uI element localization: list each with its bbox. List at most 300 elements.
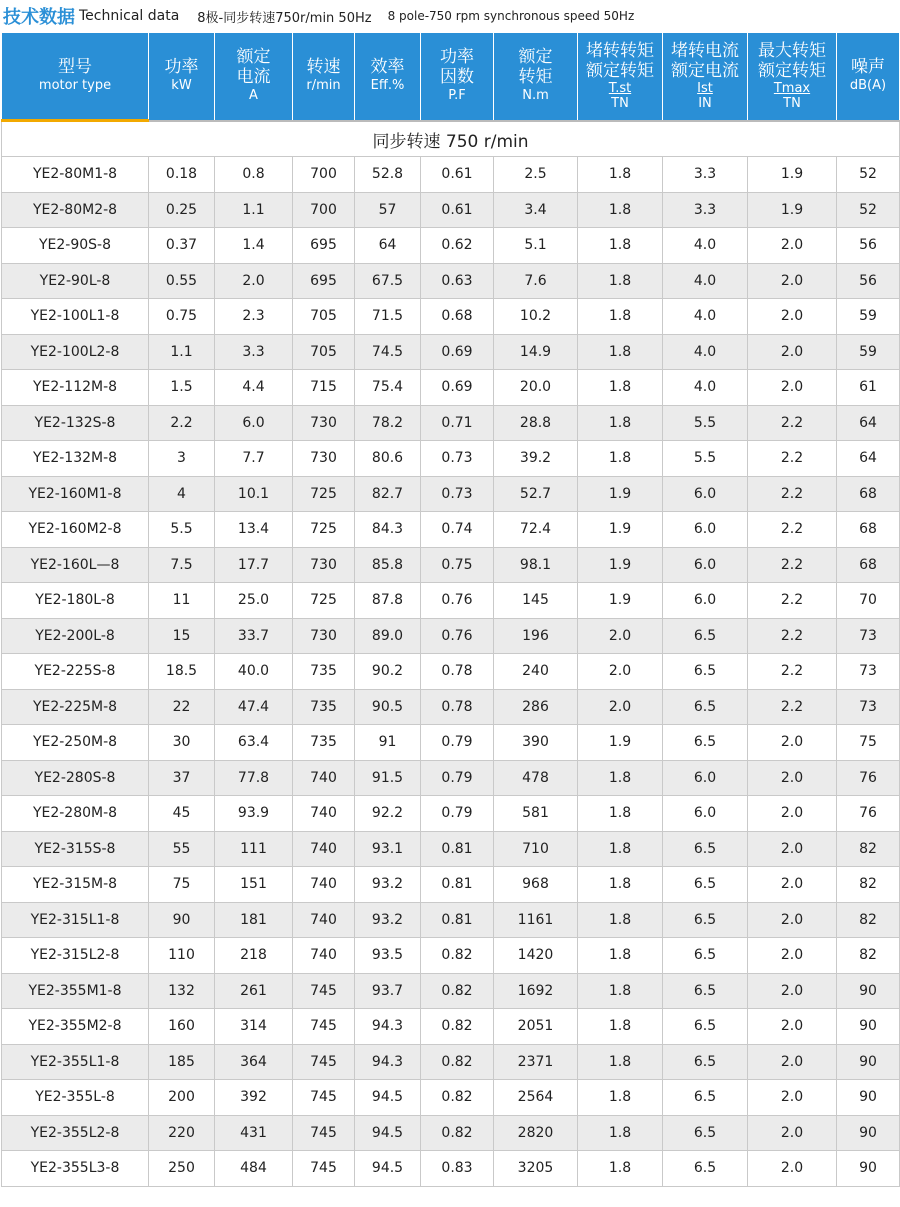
- cell-efficiency: 64: [355, 228, 421, 264]
- cell-locked-current-ratio: 6.5: [663, 1044, 748, 1080]
- cell-locked-current-ratio: 5.5: [663, 405, 748, 441]
- cell-noise: 68: [837, 476, 900, 512]
- cell-locked-current-ratio: 3.3: [663, 192, 748, 228]
- cell-model: YE2-180L-8: [2, 583, 149, 619]
- cell-locked-current-ratio: 4.0: [663, 370, 748, 406]
- cell-power-factor: 0.82: [421, 1115, 494, 1151]
- cell-noise: 64: [837, 405, 900, 441]
- cell-efficiency: 91: [355, 725, 421, 761]
- cell-model: YE2-80M1-8: [2, 157, 149, 193]
- cell-locked-current-ratio: 6.5: [663, 831, 748, 867]
- cell-efficiency: 91.5: [355, 760, 421, 796]
- cell-model: YE2-90S-8: [2, 228, 149, 264]
- cell-power: 110: [149, 938, 215, 974]
- cell-efficiency: 67.5: [355, 263, 421, 299]
- cell-current: 93.9: [215, 796, 293, 832]
- cell-efficiency: 52.8: [355, 157, 421, 193]
- subtitle-en: 8 pole-750 rpm synchronous speed 50Hz: [387, 9, 635, 23]
- cell-torque: 14.9: [494, 334, 578, 370]
- table-row: [2, 831, 900, 867]
- cell-current: 33.7: [215, 618, 293, 654]
- cell-current: 10.1: [215, 476, 293, 512]
- cell-speed: 705: [293, 334, 355, 370]
- cell-locked-torque-ratio: 1.8: [578, 867, 663, 903]
- cell-locked-current-ratio: 6.5: [663, 618, 748, 654]
- cell-efficiency: 78.2: [355, 405, 421, 441]
- cell-speed: 740: [293, 938, 355, 974]
- table-row: [2, 1009, 900, 1045]
- cell-locked-current-ratio: 6.0: [663, 583, 748, 619]
- cell-current: 111: [215, 831, 293, 867]
- table-row: [2, 654, 900, 690]
- cell-noise: 76: [837, 796, 900, 832]
- cell-torque: 581: [494, 796, 578, 832]
- cell-max-torque-ratio: 2.2: [748, 476, 837, 512]
- cell-locked-torque-ratio: 1.8: [578, 831, 663, 867]
- cell-current: 7.7: [215, 441, 293, 477]
- cell-locked-current-ratio: 4.0: [663, 299, 748, 335]
- cell-locked-current-ratio: 4.0: [663, 228, 748, 264]
- cell-locked-torque-ratio: 1.8: [578, 299, 663, 335]
- cell-current: 77.8: [215, 760, 293, 796]
- cell-power-factor: 0.83: [421, 1151, 494, 1187]
- col-header-efficiency: 效率 Eff.%: [355, 33, 421, 121]
- col-header-noise: 噪声 dB(A): [837, 33, 900, 121]
- cell-efficiency: 71.5: [355, 299, 421, 335]
- cell-max-torque-ratio: 2.0: [748, 1151, 837, 1187]
- col-header-locked-current-ratio: 堵转电流额定电流 $\frac{\text{Ist}}{IN}$: [663, 33, 748, 121]
- cell-speed: 745: [293, 1151, 355, 1187]
- cell-efficiency: 85.8: [355, 547, 421, 583]
- cell-noise: 90: [837, 1009, 900, 1045]
- table-row: [2, 796, 900, 832]
- cell-power: 185: [149, 1044, 215, 1080]
- cell-model: YE2-100L1-8: [2, 299, 149, 335]
- cell-locked-torque-ratio: 1.9: [578, 547, 663, 583]
- cell-locked-torque-ratio: 1.8: [578, 1044, 663, 1080]
- cell-speed: 735: [293, 654, 355, 690]
- table-row: [2, 157, 900, 193]
- table-row: [2, 299, 900, 335]
- cell-power: 4: [149, 476, 215, 512]
- table-row: [2, 370, 900, 406]
- cell-power: 15: [149, 618, 215, 654]
- cell-torque: 3.4: [494, 192, 578, 228]
- table-row: [2, 1080, 900, 1116]
- cell-max-torque-ratio: 2.2: [748, 441, 837, 477]
- cell-speed: 730: [293, 618, 355, 654]
- table-row: [2, 228, 900, 264]
- cell-power: 30: [149, 725, 215, 761]
- cell-model: YE2-355M2-8: [2, 1009, 149, 1045]
- cell-torque: 286: [494, 689, 578, 725]
- cell-model: YE2-250M-8: [2, 725, 149, 761]
- cell-torque: 28.8: [494, 405, 578, 441]
- cell-model: YE2-355L1-8: [2, 1044, 149, 1080]
- cell-torque: 390: [494, 725, 578, 761]
- cell-locked-torque-ratio: 1.8: [578, 1151, 663, 1187]
- cell-locked-torque-ratio: 1.8: [578, 1009, 663, 1045]
- cell-power-factor: 0.82: [421, 938, 494, 974]
- cell-model: YE2-132M-8: [2, 441, 149, 477]
- cell-max-torque-ratio: 2.2: [748, 689, 837, 725]
- cell-max-torque-ratio: 2.0: [748, 867, 837, 903]
- cell-max-torque-ratio: 2.2: [748, 583, 837, 619]
- cell-locked-torque-ratio: 1.9: [578, 476, 663, 512]
- cell-efficiency: 94.5: [355, 1080, 421, 1116]
- table-row: [2, 760, 900, 796]
- cell-torque: 2371: [494, 1044, 578, 1080]
- cell-power: 0.18: [149, 157, 215, 193]
- cell-model: YE2-112M-8: [2, 370, 149, 406]
- cell-noise: 70: [837, 583, 900, 619]
- cell-current: 1.1: [215, 192, 293, 228]
- cell-locked-current-ratio: 5.5: [663, 441, 748, 477]
- cell-locked-torque-ratio: 1.8: [578, 334, 663, 370]
- cell-power: 0.37: [149, 228, 215, 264]
- cell-max-torque-ratio: 2.0: [748, 299, 837, 335]
- cell-max-torque-ratio: 2.0: [748, 1080, 837, 1116]
- cell-speed: 695: [293, 228, 355, 264]
- cell-power-factor: 0.79: [421, 760, 494, 796]
- cell-noise: 52: [837, 192, 900, 228]
- cell-efficiency: 90.5: [355, 689, 421, 725]
- cell-torque: 72.4: [494, 512, 578, 548]
- cell-power-factor: 0.69: [421, 370, 494, 406]
- table-row: [2, 1115, 900, 1151]
- cell-locked-current-ratio: 6.5: [663, 1080, 748, 1116]
- cell-locked-current-ratio: 6.0: [663, 512, 748, 548]
- cell-current: 25.0: [215, 583, 293, 619]
- cell-efficiency: 94.3: [355, 1009, 421, 1045]
- cell-locked-current-ratio: 6.5: [663, 867, 748, 903]
- table-row: [2, 441, 900, 477]
- cell-current: 314: [215, 1009, 293, 1045]
- cell-max-torque-ratio: 2.0: [748, 725, 837, 761]
- cell-model: YE2-225M-8: [2, 689, 149, 725]
- cell-efficiency: 82.7: [355, 476, 421, 512]
- cell-efficiency: 84.3: [355, 512, 421, 548]
- cell-current: 181: [215, 902, 293, 938]
- cell-speed: 745: [293, 973, 355, 1009]
- cell-speed: 740: [293, 902, 355, 938]
- cell-locked-torque-ratio: 1.8: [578, 263, 663, 299]
- cell-power: 250: [149, 1151, 215, 1187]
- cell-speed: 745: [293, 1080, 355, 1116]
- cell-torque: 52.7: [494, 476, 578, 512]
- cell-power-factor: 0.81: [421, 867, 494, 903]
- col-header-speed: 转速 r/min: [293, 33, 355, 121]
- cell-current: 2.0: [215, 263, 293, 299]
- cell-noise: 76: [837, 760, 900, 796]
- cell-locked-torque-ratio: 1.8: [578, 370, 663, 406]
- cell-model: YE2-280S-8: [2, 760, 149, 796]
- cell-power: 132: [149, 973, 215, 1009]
- cell-locked-current-ratio: 3.3: [663, 157, 748, 193]
- cell-locked-torque-ratio: 1.8: [578, 796, 663, 832]
- table-row: [2, 334, 900, 370]
- cell-power-factor: 0.73: [421, 441, 494, 477]
- cell-speed: 740: [293, 796, 355, 832]
- cell-power: 0.55: [149, 263, 215, 299]
- cell-max-torque-ratio: 2.0: [748, 973, 837, 1009]
- cell-efficiency: 92.2: [355, 796, 421, 832]
- cell-power-factor: 0.78: [421, 654, 494, 690]
- cell-torque: 2051: [494, 1009, 578, 1045]
- cell-max-torque-ratio: 2.2: [748, 405, 837, 441]
- cell-noise: 90: [837, 973, 900, 1009]
- cell-power: 0.75: [149, 299, 215, 335]
- col-header-torque: 额定转矩 N.m: [494, 33, 578, 121]
- cell-noise: 75: [837, 725, 900, 761]
- cell-power-factor: 0.78: [421, 689, 494, 725]
- cell-speed: 700: [293, 192, 355, 228]
- header-row: [2, 33, 900, 121]
- cell-power-factor: 0.76: [421, 618, 494, 654]
- cell-locked-current-ratio: 6.5: [663, 1151, 748, 1187]
- cell-power: 1.5: [149, 370, 215, 406]
- cell-current: 17.7: [215, 547, 293, 583]
- cell-efficiency: 80.6: [355, 441, 421, 477]
- cell-power-factor: 0.82: [421, 1080, 494, 1116]
- cell-speed: 725: [293, 476, 355, 512]
- cell-locked-current-ratio: 4.0: [663, 334, 748, 370]
- cell-power-factor: 0.75: [421, 547, 494, 583]
- col-header-locked-torque-ratio: 堵转转矩额定转矩 $\frac{T.st}{TN}$: [578, 33, 663, 121]
- cell-current: 13.4: [215, 512, 293, 548]
- cell-model: YE2-80M2-8: [2, 192, 149, 228]
- cell-locked-torque-ratio: 2.0: [578, 654, 663, 690]
- cell-efficiency: 75.4: [355, 370, 421, 406]
- cell-torque: 39.2: [494, 441, 578, 477]
- cell-model: YE2-315L2-8: [2, 938, 149, 974]
- cell-current: 392: [215, 1080, 293, 1116]
- cell-max-torque-ratio: 2.0: [748, 796, 837, 832]
- cell-locked-torque-ratio: 1.8: [578, 1115, 663, 1151]
- cell-locked-current-ratio: 6.5: [663, 1009, 748, 1045]
- cell-power: 7.5: [149, 547, 215, 583]
- cell-locked-torque-ratio: 1.8: [578, 760, 663, 796]
- cell-model: YE2-355M1-8: [2, 973, 149, 1009]
- cell-power-factor: 0.82: [421, 1044, 494, 1080]
- section-label: 同步转速 750 r/min: [2, 121, 900, 157]
- cell-locked-torque-ratio: 1.8: [578, 405, 663, 441]
- cell-efficiency: 89.0: [355, 618, 421, 654]
- cell-noise: 56: [837, 228, 900, 264]
- cell-torque: 20.0: [494, 370, 578, 406]
- table-row: [2, 902, 900, 938]
- cell-power-factor: 0.71: [421, 405, 494, 441]
- cell-power: 37: [149, 760, 215, 796]
- cell-model: YE2-355L2-8: [2, 1115, 149, 1151]
- cell-current: 4.4: [215, 370, 293, 406]
- cell-noise: 90: [837, 1044, 900, 1080]
- cell-model: YE2-160M1-8: [2, 476, 149, 512]
- cell-locked-current-ratio: 4.0: [663, 263, 748, 299]
- cell-noise: 59: [837, 334, 900, 370]
- cell-speed: 740: [293, 867, 355, 903]
- cell-torque: 145: [494, 583, 578, 619]
- cell-speed: 730: [293, 405, 355, 441]
- cell-power-factor: 0.74: [421, 512, 494, 548]
- cell-current: 0.8: [215, 157, 293, 193]
- cell-locked-current-ratio: 6.0: [663, 760, 748, 796]
- cell-current: 1.4: [215, 228, 293, 264]
- cell-locked-torque-ratio: 2.0: [578, 689, 663, 725]
- cell-torque: 2564: [494, 1080, 578, 1116]
- cell-torque: 3205: [494, 1151, 578, 1187]
- cell-efficiency: 87.8: [355, 583, 421, 619]
- cell-speed: 715: [293, 370, 355, 406]
- cell-locked-current-ratio: 6.5: [663, 902, 748, 938]
- cell-model: YE2-225S-8: [2, 654, 149, 690]
- cell-locked-torque-ratio: 1.8: [578, 192, 663, 228]
- table-row: [2, 618, 900, 654]
- cell-power: 75: [149, 867, 215, 903]
- col-header-max-torque-ratio: 最大转矩额定转矩 $\frac{Tmax}{TN}$: [748, 33, 837, 121]
- section-row: [2, 121, 900, 157]
- cell-locked-current-ratio: 6.5: [663, 654, 748, 690]
- cell-noise: 82: [837, 831, 900, 867]
- cell-model: YE2-315S-8: [2, 831, 149, 867]
- subtitle-cn: 8极-同步转速750r/min 50Hz: [197, 10, 372, 26]
- cell-power: 18.5: [149, 654, 215, 690]
- cell-model: YE2-280M-8: [2, 796, 149, 832]
- table-row: [2, 512, 900, 548]
- col-header-power-factor: 功率因数 P.F: [421, 33, 494, 121]
- cell-noise: 68: [837, 512, 900, 548]
- cell-power: 200: [149, 1080, 215, 1116]
- cell-power: 90: [149, 902, 215, 938]
- cell-locked-current-ratio: 6.5: [663, 973, 748, 1009]
- cell-locked-torque-ratio: 1.8: [578, 441, 663, 477]
- cell-noise: 61: [837, 370, 900, 406]
- cell-speed: 745: [293, 1009, 355, 1045]
- cell-max-torque-ratio: 1.9: [748, 192, 837, 228]
- cell-max-torque-ratio: 1.9: [748, 157, 837, 193]
- title-en: Technical data: [79, 8, 180, 24]
- cell-power: 3: [149, 441, 215, 477]
- cell-power: 2.2: [149, 405, 215, 441]
- cell-speed: 705: [293, 299, 355, 335]
- cell-max-torque-ratio: 2.0: [748, 1044, 837, 1080]
- cell-power-factor: 0.61: [421, 192, 494, 228]
- cell-max-torque-ratio: 2.0: [748, 831, 837, 867]
- cell-max-torque-ratio: 2.0: [748, 228, 837, 264]
- cell-max-torque-ratio: 2.0: [748, 263, 837, 299]
- cell-noise: 82: [837, 938, 900, 974]
- cell-speed: 725: [293, 512, 355, 548]
- table-row: [2, 405, 900, 441]
- cell-model: YE2-315M-8: [2, 867, 149, 903]
- cell-power: 55: [149, 831, 215, 867]
- cell-locked-torque-ratio: 1.9: [578, 725, 663, 761]
- cell-power-factor: 0.61: [421, 157, 494, 193]
- cell-current: 364: [215, 1044, 293, 1080]
- cell-locked-torque-ratio: 1.8: [578, 902, 663, 938]
- cell-power: 22: [149, 689, 215, 725]
- cell-efficiency: 57: [355, 192, 421, 228]
- cell-current: 2.3: [215, 299, 293, 335]
- cell-max-torque-ratio: 2.0: [748, 1115, 837, 1151]
- cell-power-factor: 0.79: [421, 796, 494, 832]
- cell-power: 11: [149, 583, 215, 619]
- cell-model: YE2-160L—8: [2, 547, 149, 583]
- cell-power-factor: 0.81: [421, 902, 494, 938]
- cell-speed: 700: [293, 157, 355, 193]
- cell-power-factor: 0.73: [421, 476, 494, 512]
- cell-speed: 735: [293, 689, 355, 725]
- cell-locked-torque-ratio: 1.8: [578, 938, 663, 974]
- cell-model: YE2-132S-8: [2, 405, 149, 441]
- table-row: [2, 973, 900, 1009]
- cell-current: 63.4: [215, 725, 293, 761]
- table-row: [2, 867, 900, 903]
- table-row: [2, 547, 900, 583]
- cell-current: 3.3: [215, 334, 293, 370]
- cell-speed: 740: [293, 760, 355, 796]
- cell-max-torque-ratio: 2.0: [748, 902, 837, 938]
- col-header-type: 型号 motor type: [2, 33, 149, 121]
- cell-efficiency: 94.5: [355, 1151, 421, 1187]
- cell-efficiency: 90.2: [355, 654, 421, 690]
- cell-locked-torque-ratio: 1.8: [578, 1080, 663, 1116]
- cell-locked-current-ratio: 6.0: [663, 796, 748, 832]
- cell-power-factor: 0.69: [421, 334, 494, 370]
- cell-locked-current-ratio: 6.5: [663, 1115, 748, 1151]
- cell-current: 484: [215, 1151, 293, 1187]
- cell-torque: 2820: [494, 1115, 578, 1151]
- table-row: [2, 476, 900, 512]
- cell-efficiency: 93.5: [355, 938, 421, 974]
- title-cn: 技术数据: [3, 7, 75, 28]
- cell-noise: 73: [837, 689, 900, 725]
- table-row: [2, 689, 900, 725]
- cell-noise: 64: [837, 441, 900, 477]
- col-header-current: 额定电流 A: [215, 33, 293, 121]
- cell-noise: 73: [837, 618, 900, 654]
- table-row: [2, 1151, 900, 1187]
- cell-efficiency: 93.2: [355, 867, 421, 903]
- cell-torque: 1420: [494, 938, 578, 974]
- cell-power-factor: 0.68: [421, 299, 494, 335]
- cell-max-torque-ratio: 2.0: [748, 370, 837, 406]
- table-row: [2, 1044, 900, 1080]
- table-row: [2, 263, 900, 299]
- cell-speed: 735: [293, 725, 355, 761]
- cell-efficiency: 74.5: [355, 334, 421, 370]
- cell-power-factor: 0.82: [421, 1009, 494, 1045]
- cell-current: 151: [215, 867, 293, 903]
- cell-model: YE2-355L3-8: [2, 1151, 149, 1187]
- cell-locked-current-ratio: 6.0: [663, 547, 748, 583]
- cell-noise: 90: [837, 1080, 900, 1116]
- cell-power-factor: 0.62: [421, 228, 494, 264]
- cell-torque: 968: [494, 867, 578, 903]
- table-row: [2, 583, 900, 619]
- cell-locked-current-ratio: 6.5: [663, 938, 748, 974]
- cell-locked-current-ratio: 6.5: [663, 725, 748, 761]
- cell-torque: 1161: [494, 902, 578, 938]
- cell-speed: 730: [293, 547, 355, 583]
- cell-model: YE2-100L2-8: [2, 334, 149, 370]
- cell-current: 261: [215, 973, 293, 1009]
- table-row: [2, 192, 900, 228]
- cell-torque: 7.6: [494, 263, 578, 299]
- page-header: [0, 0, 900, 32]
- cell-efficiency: 93.2: [355, 902, 421, 938]
- cell-speed: 740: [293, 831, 355, 867]
